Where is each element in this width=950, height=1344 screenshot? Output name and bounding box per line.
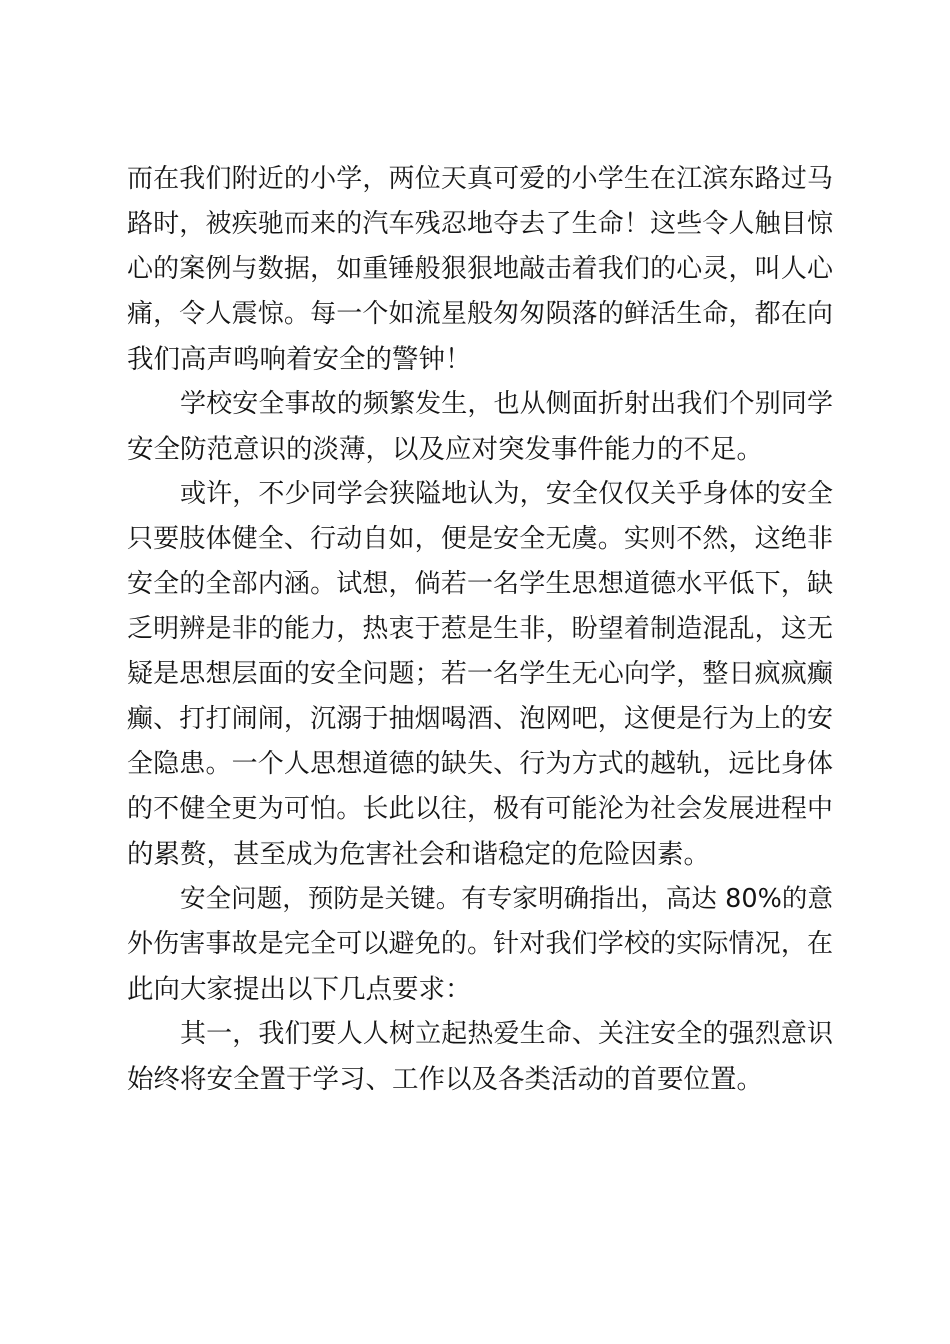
text-line: 此向大家提出以下几点要求： xyxy=(127,974,472,1005)
text-line: 乏明辨是非的能力，热衷于惹是生非，盼望着制造混乱，这无 xyxy=(127,614,833,644)
text-line: 的累赘，甚至成为危害社会和谐稳定的危险因素。 xyxy=(127,839,710,870)
text-line: 而在我们附近的小学，两位天真可爱的小学生在江滨东路过马 xyxy=(127,164,833,194)
text-line: 安全防范意识的淡薄，以及应对突发事件能力的不足。 xyxy=(127,434,763,465)
text-line: 癫、打打闹闹，沉溺于抽烟喝酒、泡网吧，这便是行为上的安 xyxy=(127,704,833,734)
text-line: 学校安全事故的频繁发生，也从侧面折射出我们个别同学 xyxy=(180,389,833,419)
paragraph-2 xyxy=(127,382,833,472)
paragraph-3 xyxy=(127,472,833,877)
text-line: 疑是思想层面的安全问题；若一名学生无心向学，整日疯疯癫 xyxy=(127,659,833,689)
text-line: 全隐患。一个人思想道德的缺失、行为方式的越轨，远比身体 xyxy=(127,749,833,779)
paragraph-5 xyxy=(127,1012,833,1102)
text-line: 路时，被疾驰而来的汽车残忍地夺去了生命！这些令人触目惊 xyxy=(127,209,833,239)
text-line: 心的案例与数据，如重锤般狠狠地敲击着我们的心灵，叫人心 xyxy=(127,254,833,284)
text-line: 安全问题，预防是关键。有专家明确指出，高达 80%的意 xyxy=(180,884,833,914)
text-line: 始终将安全置于学习、工作以及各类活动的首要位置。 xyxy=(127,1064,763,1095)
text-line: 或许，不少同学会狭隘地认为，安全仅仅关乎身体的安全 xyxy=(180,479,833,509)
text-line: 痛，令人震惊。每一个如流星般匆匆陨落的鲜活生命，都在向 xyxy=(127,299,833,329)
paragraph-1 xyxy=(127,157,833,382)
text-line: 我们高声鸣响着安全的警钟！ xyxy=(127,344,472,375)
text-line: 的不健全更为可怕。长此以往，极有可能沦为社会发展进程中 xyxy=(127,794,833,824)
text-line: 只要肢体健全、行动自如，便是安全无虞。实则不然，这绝非 xyxy=(127,524,833,554)
document-body xyxy=(127,157,833,1102)
text-line: 安全的全部内涵。试想，倘若一名学生思想道德水平低下，缺 xyxy=(127,569,833,599)
paragraph-4 xyxy=(127,877,833,1012)
text-line: 外伤害事故是完全可以避免的。针对我们学校的实际情况，在 xyxy=(127,929,833,959)
text-line: 其一，我们要人人树立起热爱生命、关注安全的强烈意识 xyxy=(180,1019,833,1049)
